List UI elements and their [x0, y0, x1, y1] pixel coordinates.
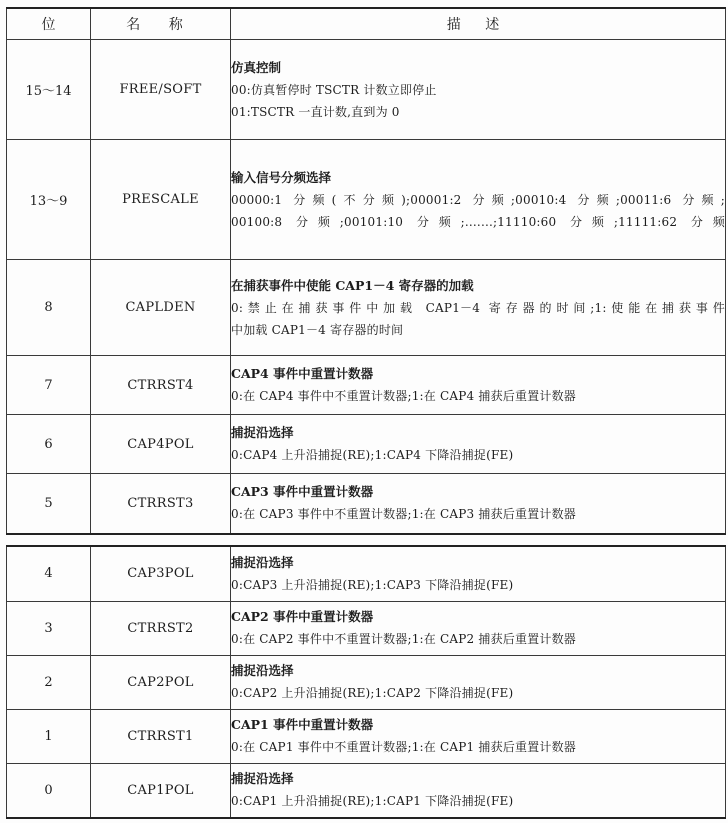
name-cell: CTRRST3 [91, 474, 231, 534]
bit-cell: 7 [7, 356, 91, 415]
description-cell [231, 601, 726, 655]
table-row [7, 474, 726, 534]
description-line: 0:在 CAP4 事件中不重置计数器;1:在 CAP4 捕获后重置计数器 [231, 389, 576, 403]
description-line: 00100:8 分频;00101:10 分频;.......;11110:60 分频;11111:62 分频 [231, 214, 725, 229]
description-cell [231, 415, 726, 474]
description-cell [231, 140, 726, 260]
header-description: 描 述 [231, 8, 726, 40]
description-line: 00:仿真暂停时 TSCTR 计数立即停止 [231, 82, 437, 97]
description-line: 0:CAP1 上升沿捕捉(RE);1:CAP1 下降沿捕捉(FE) [231, 794, 514, 809]
bit-cell: 0 [7, 763, 91, 818]
register-table-part-2 [6, 545, 726, 819]
name-cell: CTRRST2 [91, 601, 231, 655]
description-line: 0:在 CAP2 事件中不重置计数器;1:在 CAP2 捕获后重置计数器 [231, 632, 576, 646]
bit-cell: 8 [7, 260, 91, 356]
description-title: 输入信号分频选择 [231, 169, 332, 185]
description-title: CAP2 事件中重置计数器 [231, 609, 374, 624]
table-row [7, 601, 726, 655]
description-line: 中加载 CAP1－4 寄存器的时间 [231, 322, 404, 337]
bit-cell: 1 [7, 709, 91, 763]
table-row [7, 40, 726, 140]
bit-cell: 6 [7, 415, 91, 474]
description-cell [231, 655, 726, 709]
description-line: 0:在 CAP3 事件中不重置计数器;1:在 CAP3 捕获后重置计数器 [231, 507, 576, 522]
description-title: CAP4 事件中重置计数器 [231, 366, 374, 381]
description-line: 0:在 CAP1 事件中不重置计数器;1:在 CAP1 捕获后重置计数器 [231, 740, 576, 754]
description-line: 01:TSCTR 一直计数,直到为 0 [231, 104, 400, 119]
description-line: 0:CAP3 上升沿捕捉(RE);1:CAP3 下降沿捕捉(FE) [231, 577, 514, 592]
description-cell [231, 709, 726, 763]
description-title: 捕捉沿选择 [231, 554, 294, 570]
name-cell: CAP4POL [91, 415, 231, 474]
description-line: 00000:1 分频(不分频);00001:2 分频;00010:4 分频;00011:6 分频; [231, 192, 725, 207]
description-cell [231, 474, 726, 534]
header-bit: 位 [7, 8, 91, 40]
name-cell: CTRRST4 [91, 356, 231, 415]
table-header-row [7, 8, 726, 40]
description-line: 0:CAP4 上升沿捕捉(RE);1:CAP4 下降沿捕捉(FE) [231, 448, 514, 462]
description-cell [231, 260, 726, 356]
bit-cell: 2 [7, 655, 91, 709]
description-title: 捕捉沿选择 [231, 425, 294, 440]
name-cell: CAP2POL [91, 655, 231, 709]
bit-cell: 3 [7, 601, 91, 655]
table-row [7, 655, 726, 709]
bit-cell: 4 [7, 546, 91, 601]
description-title: 捕捉沿选择 [231, 663, 294, 678]
description-title: CAP1 事件中重置计数器 [231, 717, 374, 732]
register-table-part-1 [6, 7, 726, 535]
description-title: 仿真控制 [231, 59, 282, 75]
description-cell [231, 763, 726, 818]
table-row [7, 763, 726, 818]
name-cell: CTRRST1 [91, 709, 231, 763]
table-row [7, 260, 726, 356]
bit-cell: 5 [7, 474, 91, 534]
name-cell: CAP3POL [91, 546, 231, 601]
bit-cell: 13～9 [7, 140, 91, 260]
description-line: 0:CAP2 上升沿捕捉(RE);1:CAP2 下降沿捕捉(FE) [231, 686, 514, 700]
description-cell [231, 546, 726, 601]
table-row [7, 356, 726, 415]
table-row [7, 709, 726, 763]
name-cell: PRESCALE [91, 140, 231, 260]
bit-cell: 15～14 [7, 40, 91, 140]
description-line: 0:禁止在捕获事件中加载 CAP1－4 寄存器的时间;1:使能在捕获事件 [231, 300, 725, 315]
name-cell: CAPLDEN [91, 260, 231, 356]
description-cell [231, 356, 726, 415]
description-title: CAP3 事件中重置计数器 [231, 484, 374, 500]
table-row [7, 140, 726, 260]
table-row [7, 546, 726, 601]
header-name: 名 称 [91, 8, 231, 40]
table-row [7, 415, 726, 474]
name-cell: CAP1POL [91, 763, 231, 818]
description-title: 在捕获事件中使能 CAP1－4 寄存器的加载 [231, 277, 474, 293]
description-title: 捕捉沿选择 [231, 771, 294, 787]
name-cell: FREE/SOFT [91, 40, 231, 140]
description-cell [231, 40, 726, 140]
